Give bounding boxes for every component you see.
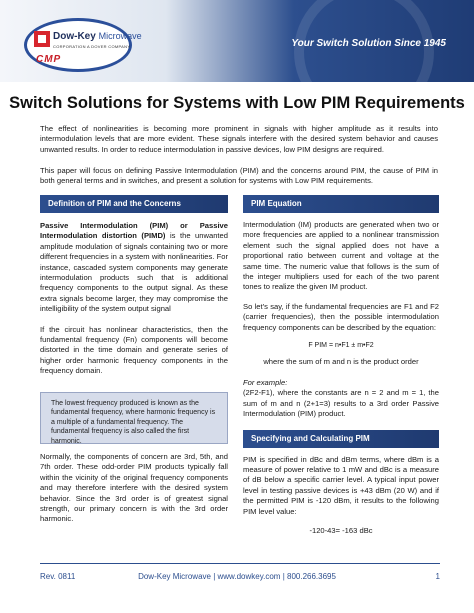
pim-equation: F PIM = n•F1 ± m•F2 bbox=[308, 342, 374, 350]
nonlinear-paragraph: If the circuit has nonlinear characteristics, then the fundamental frequency (Fn) components will become distorted in the time domain and generate series of higher order harmonic frequency components in the frequency domain. bbox=[40, 324, 228, 376]
example-text: (2F2-F1), where the constants are n = 2 and m = 1, the sum of m and n (2+1=3) results to a 3rd order Passive Intermodulation (PIM) product. bbox=[243, 388, 439, 419]
odd-order-paragraph: Normally, the components of concern are 3rd, 5th, and 7th order. These odd-order PIM products typically fall within the vicinity of the original frequency components and may therefore interfere with the desired system behavior. Since the 3rd order is of greatest signal strength, our primary concern is with the 3rd order harmonic. bbox=[40, 452, 228, 524]
section-heading-specifying-pim: Specifying and Calculating PIM bbox=[243, 430, 439, 448]
footer-revision: Rev. 0811 bbox=[40, 572, 76, 581]
section-heading-definition: Definition of PIM and the Concerns bbox=[40, 195, 228, 213]
logo-subtitle: CORPORATION A DOVER COMPANY bbox=[53, 44, 131, 49]
intro-paragraph-1: The effect of nonlinearities is becoming more prominent in signals with higher amplitude as it results into intermodulation levels that are more evident. These signals interfere with the desired system behavior and causes unwanted results. In order to reduce intermodulation in passive devices, low PIM designs are required. bbox=[40, 124, 438, 154]
section-heading-pim-equation: PIM Equation bbox=[243, 195, 439, 213]
logo-name: Dow-Key Microwave bbox=[53, 31, 142, 42]
left-column bbox=[40, 195, 228, 377]
definition-paragraph bbox=[40, 221, 228, 315]
pim-result: -120-43= -163 dBc bbox=[309, 525, 373, 535]
page-title: Switch Solutions for Systems with Low PIM Requirements bbox=[9, 94, 465, 112]
specifying-pim-paragraph: PIM is specified in dBc and dBm terms, where dBm is a measure of power relative to 1 mW and dBc is a measure of dB below a specific carrier level. A typical input power level in testing passive devices is +43 dBm (20 W) and if the permitted PIM is -120 dBm, it results to the following PIM level value: bbox=[243, 454, 439, 516]
definition-term: Passive Intermodulation (PIM) or Passive Intermodulation distortion (PIMD) bbox=[40, 221, 228, 241]
company-logo bbox=[24, 14, 142, 76]
page-number: 1 bbox=[435, 572, 440, 581]
footer-contact: Dow-Key Microwave | www.dowkey.com | 800.266.3695 bbox=[138, 572, 336, 581]
logo-mark-icon bbox=[34, 31, 50, 47]
fundamental-frequencies-paragraph: So let's say, if the fundamental frequencies are F1 and F2 (carrier frequencies), then the possible intermodulation frequency components can be described by the equation: bbox=[243, 301, 439, 332]
definition-text: is the unwanted amplitude modulation of signals containing two or more different frequencies in a system with nonlinearities. For instance, cascaded system components may generate intermodulation products such that is additional frequency components to the output signal. As these extra signals become larger, they may compromise the intelligibility of the system output signal bbox=[40, 231, 228, 314]
im-products-paragraph: Intermodulation (IM) products are generated when two or more frequencies are applied to a nonlinear transmission element such the signal applied does not have a proportional ratio between current and voltage at the same time. The numeric value that follows is the sum of the integer multipliers used for each of the two parent tones to realize the given IM product. bbox=[243, 220, 439, 292]
right-column bbox=[243, 195, 439, 536]
logo-badge: CMP bbox=[36, 54, 62, 65]
tagline: Your Switch Solution Since 1945 bbox=[291, 38, 446, 49]
example-label: For example: bbox=[243, 377, 288, 387]
fundamental-frequency-callout: The lowest frequency produced is known as the fundamental frequency, where harmonic frequency is a multiple of a fundamental frequency. The fundamental frequency is also called the first harmonic. bbox=[40, 392, 228, 444]
equation-note: where the sum of m and n is the product order bbox=[263, 357, 419, 367]
footer-rule bbox=[40, 563, 440, 564]
intro-paragraph-2: This paper will focus on defining Passive Intermodulation (PIM) and the concerns around PIM, the cause of PIM in both general terms and in switches, and present a solution for systems with Low PIM requirements. bbox=[40, 166, 438, 186]
